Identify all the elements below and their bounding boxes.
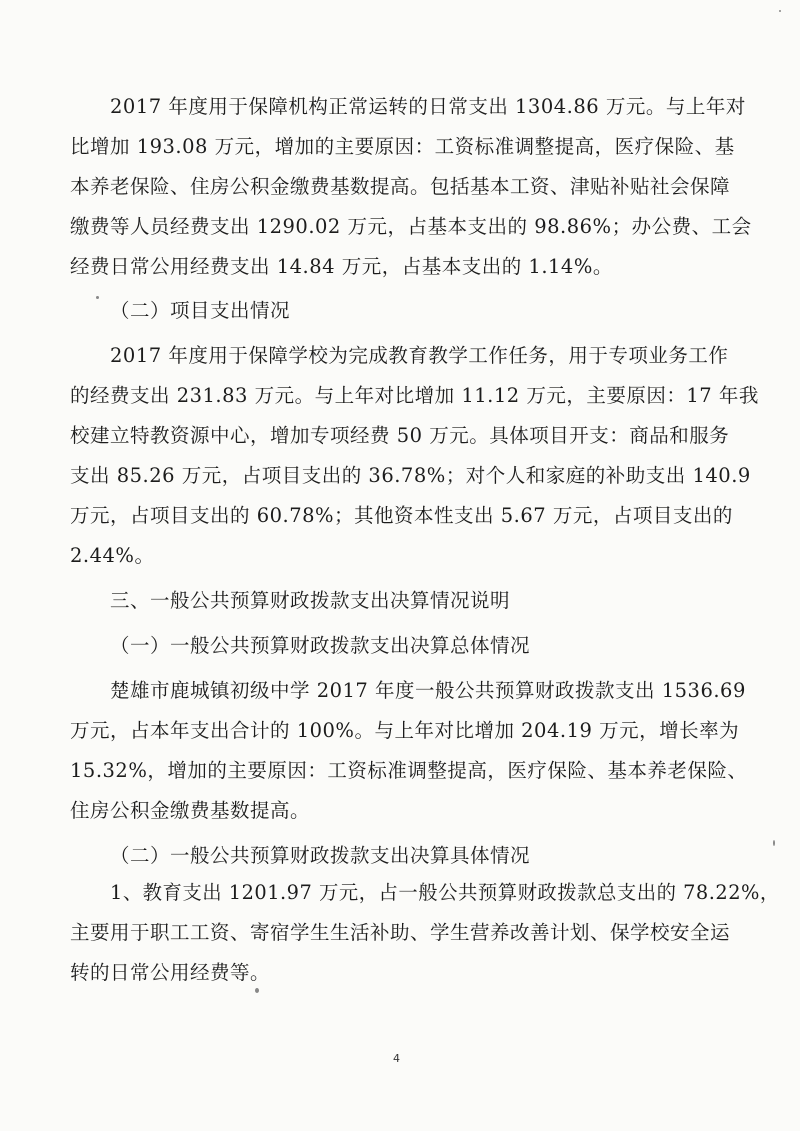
paragraph-line: 校建立特教资源中心，增加专项经费 50 万元。具体项目开支：商品和服务 <box>70 424 730 447</box>
section-heading: 三、一般公共预算财政拨款支出决算情况说明 <box>110 589 511 612</box>
scan-speck <box>96 296 99 299</box>
paragraph-line: 本养老保险、住房公积金缴费基数提高。包括基本工资、津贴补贴社会保障 <box>70 175 731 198</box>
subsection-heading: （二）一般公共预算财政拨款支出决算具体情况 <box>110 844 531 867</box>
scan-speck <box>255 988 259 993</box>
paragraph-line: 万元，占项目支出的 60.78%；其他资本性支出 5.67 万元，占项目支出的 <box>70 504 733 527</box>
paragraph-line: 主要用于职工工资、寄宿学生生活补助、学生营养改善计划、保学校安全运 <box>70 921 731 944</box>
scan-speck <box>773 840 775 846</box>
paragraph-line: 经费日常公用经费支出 14.84 万元，占基本支出的 1.14%。 <box>70 255 613 278</box>
subsection-heading: （一）一般公共预算财政拨款支出决算总体情况 <box>110 634 531 657</box>
paragraph-line: 楚雄市鹿城镇初级中学 2017 年度一般公共预算财政拨款支出 1536.69 <box>110 679 746 702</box>
paragraph-line: 15.32%，增加的主要原因：工资标准调整提高，医疗保险、基本养老保险、 <box>70 759 748 782</box>
paragraph-line: 支出 85.26 万元，占项目支出的 36.78%；对个人和家庭的补助支出 140.9 <box>70 464 751 487</box>
paragraph-line: 2017 年度用于保障机构正常运转的日常支出 1304.86 万元。与上年对 <box>110 95 746 118</box>
paragraph-line: 2.44%。 <box>70 544 155 567</box>
paragraph-line: 的经费支出 231.83 万元。与上年对比增加 11.12 万元，主要原因：17 年我 <box>70 384 759 407</box>
paragraph-line: 比增加 193.08 万元，增加的主要原因：工资标准调整提高，医疗保险、基 <box>70 135 735 158</box>
paragraph-line: 住房公积金缴费基数提高。 <box>70 799 311 822</box>
section-heading: （二）项目支出情况 <box>110 299 291 322</box>
scan-speck <box>779 10 781 12</box>
paragraph-line: 2017 年度用于保障学校为完成教育教学工作任务，用于专项业务工作 <box>110 344 729 367</box>
paragraph-line: 万元，占本年支出合计的 100%。与上年对比增加 204.19 万元，增长率为 <box>70 719 740 742</box>
paragraph-line: 1、教育支出 1201.97 万元，占一般公共预算财政拨款总支出的 78.22%， <box>110 881 780 904</box>
paragraph-line: 转的日常公用经费等。 <box>70 961 271 984</box>
paragraph-line: 缴费等人员经费支出 1290.02 万元，占基本支出的 98.86%；办公费、工会 <box>70 215 752 238</box>
page-number: 4 <box>393 1052 400 1065</box>
